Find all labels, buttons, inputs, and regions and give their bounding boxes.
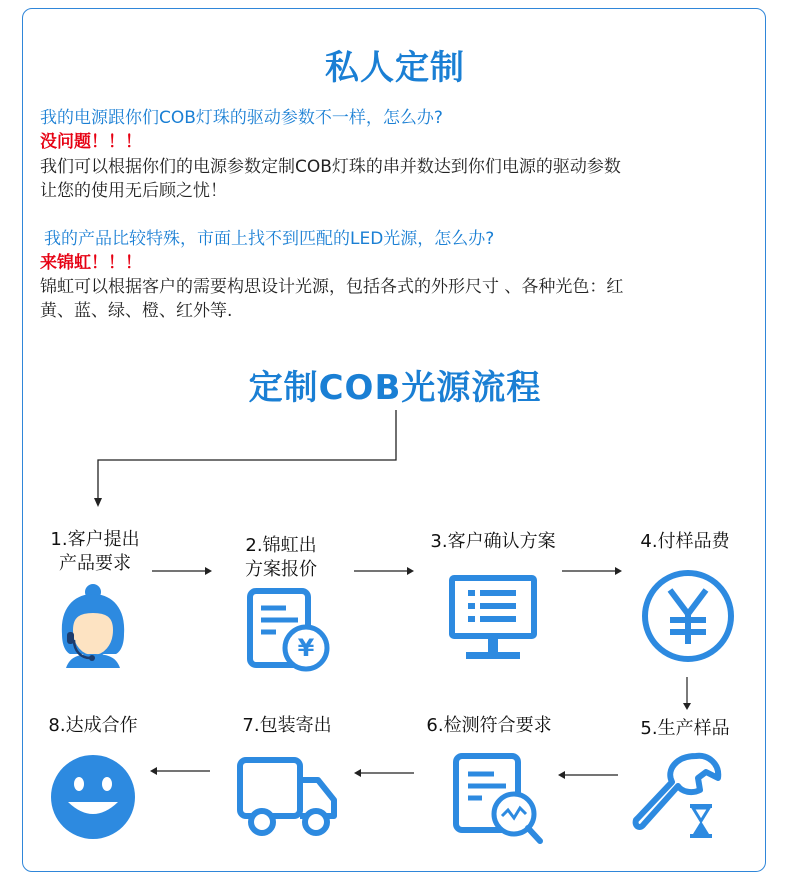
- arrow-right-icon: [352, 565, 416, 577]
- step-3-label: 3.客户确认方案: [430, 531, 556, 552]
- step-8-label: 8.达成合作: [48, 715, 138, 736]
- flow-connector: [90, 408, 410, 510]
- svg-text:¥: ¥: [297, 634, 315, 662]
- page-title: 私人定制: [325, 48, 465, 88]
- step-2-line-1: 2.锦虹出: [245, 535, 317, 556]
- step-2-line-2: 方案报价: [245, 559, 317, 580]
- step-1-label: [30, 528, 160, 576]
- answer-2-line-1: 锦虹可以根据客户的需要构思设计光源，包括各式的外形尺寸 、各种光色：红: [40, 277, 624, 297]
- step-1-line-1: 1.客户提出: [50, 529, 140, 550]
- customer-service-icon: [50, 582, 136, 674]
- arrow-down-icon: [681, 676, 693, 712]
- inspection-document-icon: [452, 752, 544, 846]
- process-title: 定制COB光源流程: [248, 368, 542, 408]
- smiley-face-icon: [46, 752, 140, 842]
- yen-coin-icon: [640, 568, 736, 664]
- step-5-label: 5.生产样品: [640, 718, 730, 739]
- question-2: 我的产品比较特殊，市面上找不到匹配的LED光源，怎么办?: [44, 229, 495, 249]
- step-6-label: 6.检测符合要求: [426, 715, 552, 736]
- arrow-left-icon: [556, 769, 620, 781]
- arrow-left-icon: [148, 765, 212, 777]
- arrow-right-icon: [150, 565, 214, 577]
- exclaim-1: 没问题！！！: [40, 132, 142, 152]
- answer-2-line-2: 黄、蓝、绿、橙、红外等.: [40, 301, 233, 321]
- exclaim-2: 来锦虹！！！: [40, 253, 142, 273]
- step-7-label: 7.包装寄出: [242, 715, 332, 736]
- quote-document-icon: [246, 588, 330, 672]
- arrow-left-icon: [352, 767, 416, 779]
- monitor-list-icon: [448, 574, 538, 662]
- wrench-hourglass-icon: [632, 750, 728, 842]
- step-4-label: 4.付样品费: [640, 531, 730, 552]
- answer-1-line-2: 让您的使用无后顾之忧！: [40, 181, 227, 201]
- answer-1-line-1: 我们可以根据你们的电源参数定制COB灯珠的串并数达到你们电源的驱动参数: [40, 157, 621, 177]
- question-1: 我的电源跟你们COB灯珠的驱动参数不一样，怎么办?: [40, 108, 443, 128]
- step-2-label: [226, 534, 336, 582]
- arrow-right-icon: [560, 565, 624, 577]
- step-1-line-2: 产品要求: [59, 553, 131, 574]
- delivery-truck-icon: [234, 754, 342, 840]
